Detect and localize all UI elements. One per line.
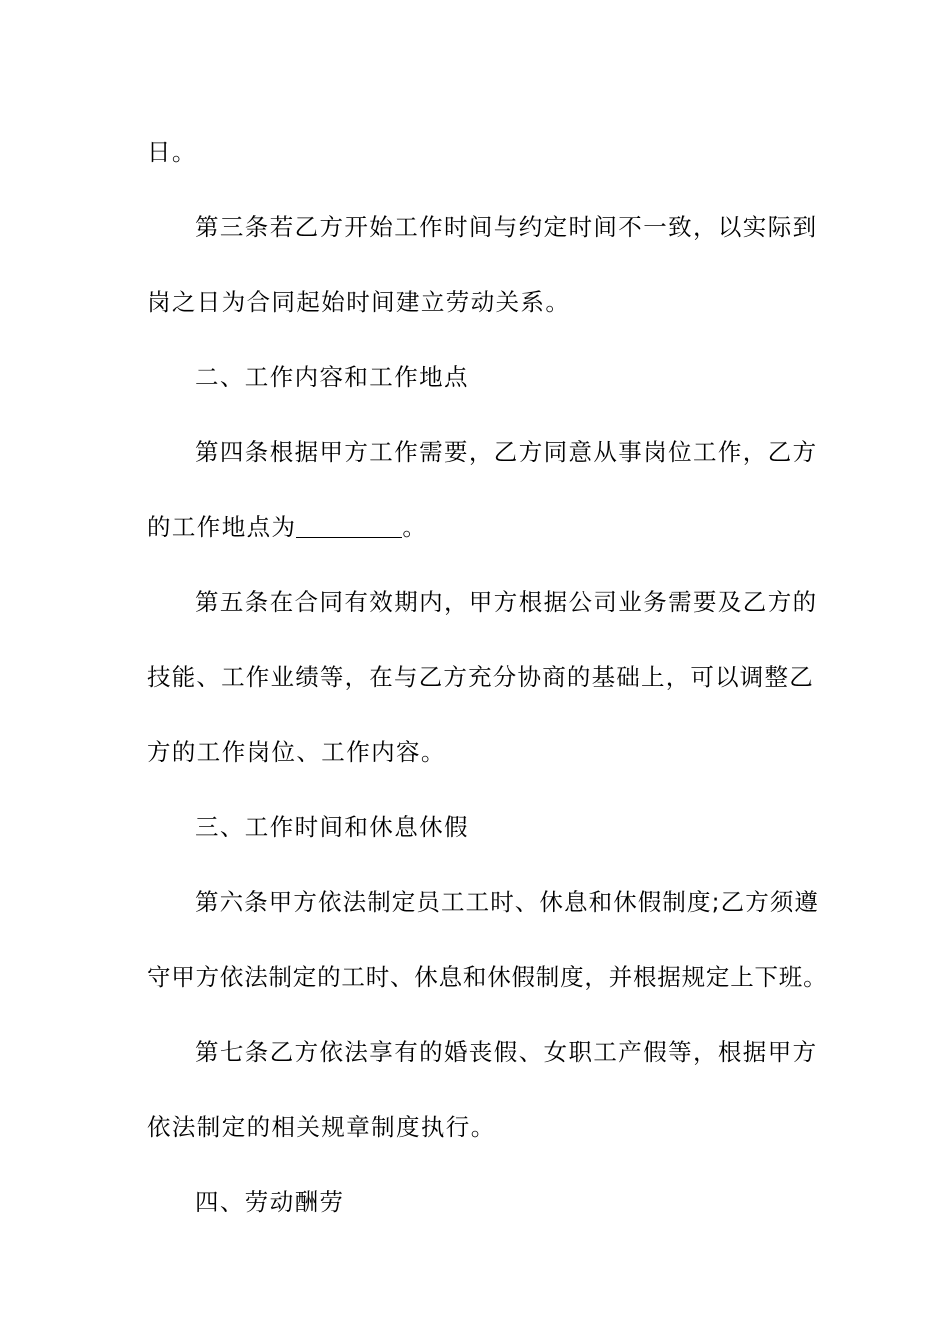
section-2-heading: 二、工作内容和工作地点 [195,363,469,391]
article-6-line-1: 第六条甲方依法制定员工工时、休息和休假制度;乙方须遵 [195,888,820,916]
article-7-line-1: 第七条乙方依法享有的婚丧假、女职工产假等，根据甲方 [195,1038,818,1066]
article-4-line-2 [147,512,427,542]
article-4-line-1: 第四条根据甲方工作需要，乙方同意从事岗位工作，乙方 [195,438,818,466]
article-5-line-1: 第五条在合同有效期内，甲方根据公司业务需要及乙方的 [195,588,818,616]
work-location-blank [296,515,402,538]
text-line-day: 日。 [147,138,197,166]
article-3-line-1: 第三条若乙方开始工作时间与约定时间不一致，以实际到 [195,213,818,241]
article-7-line-2: 依法制定的相关规章制度执行。 [147,1113,496,1141]
section-3-heading: 三、工作时间和休息休假 [195,813,469,841]
section-4-heading: 四、劳动酬劳 [195,1188,345,1216]
article-6-line-2: 守甲方依法制定的工时、休息和休假制度，并根据规定上下班。 [147,963,828,991]
article-5-line-2: 技能、工作业绩等，在与乙方充分协商的基础上，可以调整乙 [147,663,814,691]
article-5-line-3: 方的工作岗位、工作内容。 [147,738,446,766]
article-3-line-2: 岗之日为合同起始时间建立劳动关系。 [147,288,571,316]
work-location-end: 。 [402,513,428,541]
work-location-label: 的工作地点为 [147,513,297,541]
